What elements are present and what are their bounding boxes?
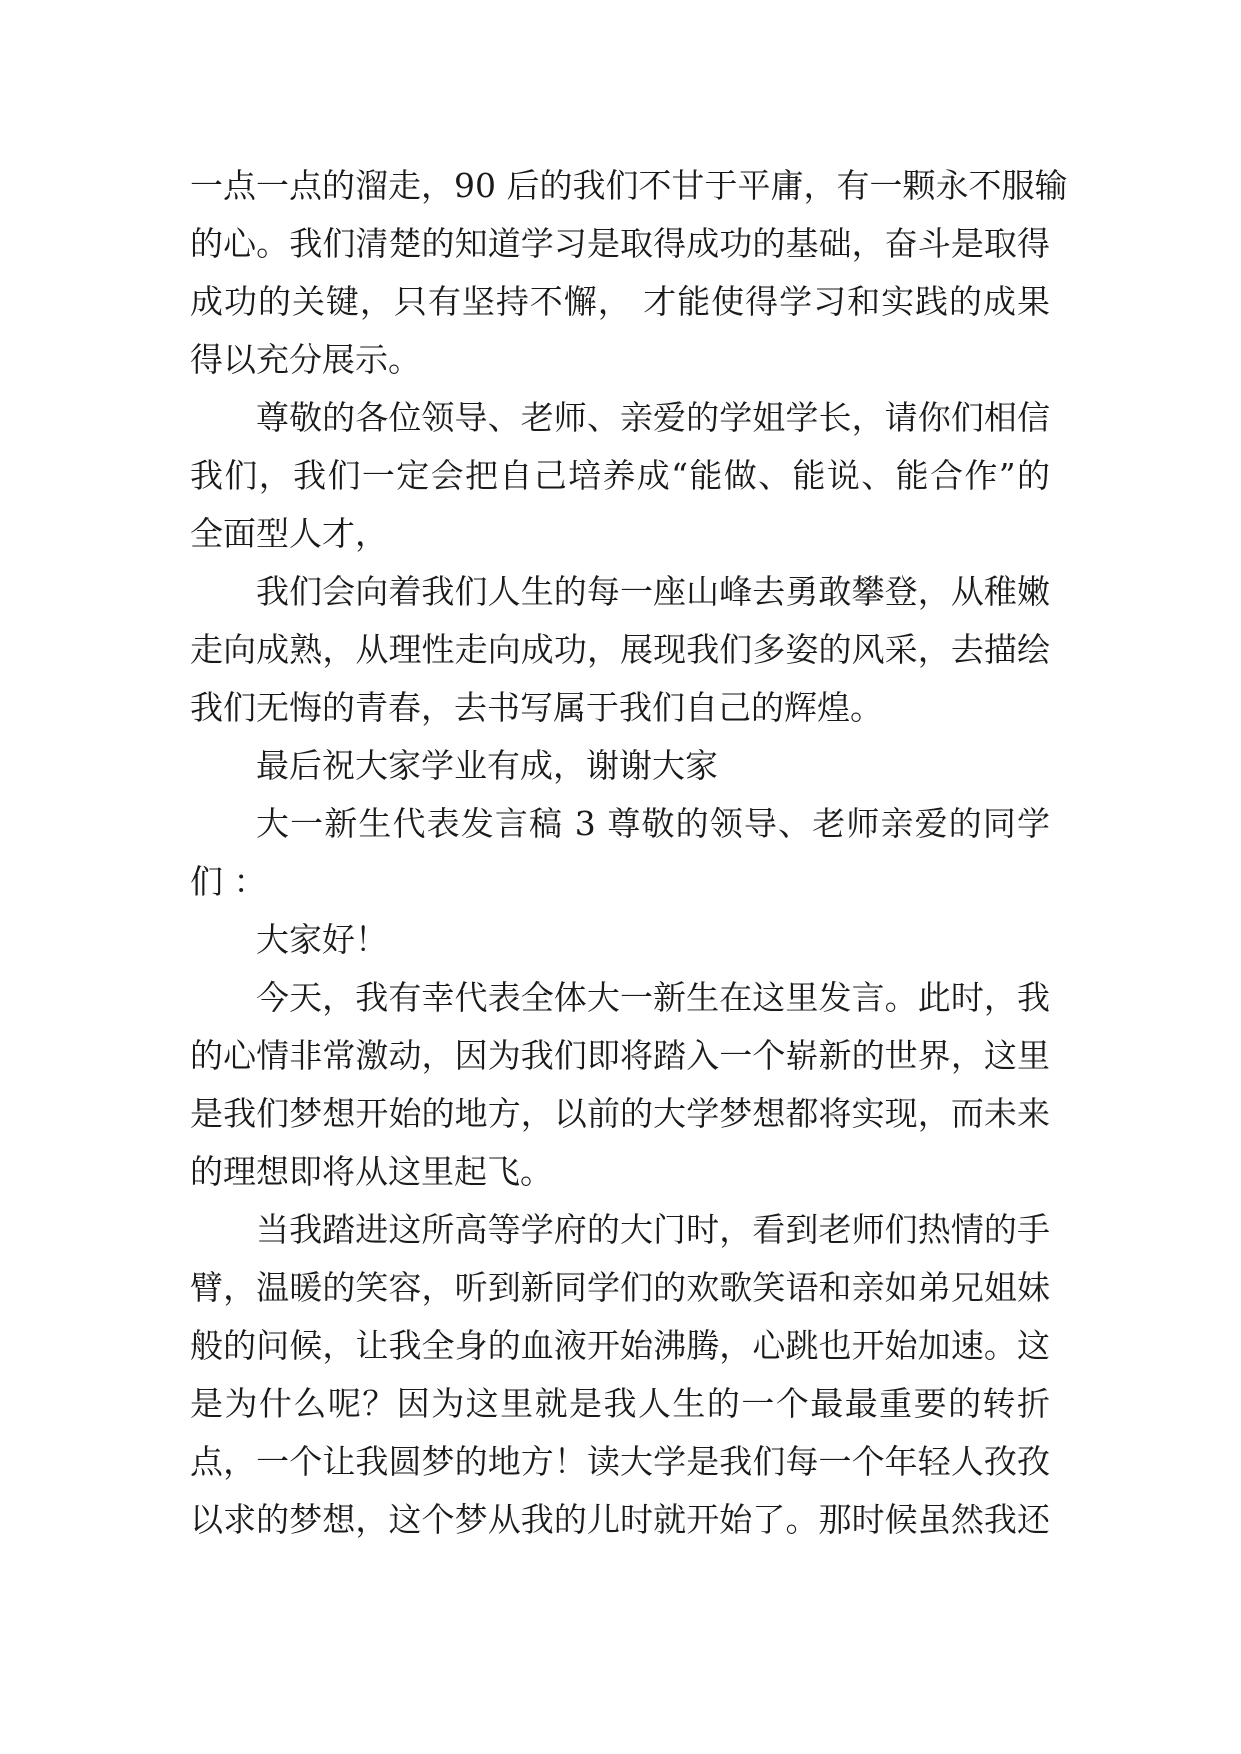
paragraph-first-line: 今天，我有幸代表全体大一新生在这里发言。此时，我 xyxy=(256,978,1050,1017)
body-text-line: 般的问候，让我全身的血液开始沸腾，心跳也开始加速。这 xyxy=(190,1326,1050,1365)
body-text-line: 得以充分展示。 xyxy=(190,340,421,379)
body-text-line: 走向成熟，从理性走向成功，展现我们多姿的风采，去描绘 xyxy=(190,630,1050,669)
body-text-line: 一点一点的溜走，90 后的我们不甘于平庸，有一颗永不服输 xyxy=(190,166,1068,205)
body-text-line: 以求的梦想，这个梦从我的儿时就开始了。那时候虽然我还 xyxy=(190,1500,1050,1539)
paragraph-first-line: 我们会向着我们人生的每一座山峰去勇敢攀登，从稚嫩 xyxy=(256,572,1050,611)
body-text-line: 点，一个让我圆梦的地方！读大学是我们每一个年轻人孜孜 xyxy=(190,1442,1050,1481)
body-text-line: 是我们梦想开始的地方，以前的大学梦想都将实现，而未来 xyxy=(190,1094,1050,1133)
greeting-line: 大家好！ xyxy=(256,920,388,959)
speech-title-line: 大一新生代表发言稿 3 尊敬的领导、老师亲爱的同学 xyxy=(256,804,1050,843)
paragraph-first-line: 当我踏进这所高等学府的大门时，看到老师们热情的手 xyxy=(256,1210,1050,1249)
body-text-line: 我们，我们一定会把自己培养成“能做、能说、能合作”的 xyxy=(190,456,1050,495)
body-text-line: 们 ： xyxy=(190,862,267,901)
body-text-line: 的理想即将从这里起飞。 xyxy=(190,1152,553,1191)
body-text-line: 全面型人才， xyxy=(190,514,388,553)
body-text-line: 我们无悔的青春，去书写属于我们自己的辉煌。 xyxy=(190,688,883,727)
body-text-line: 的心情非常激动，因为我们即将踏入一个崭新的世界，这里 xyxy=(190,1036,1050,1075)
body-text-line: 成功的关键，只有坚持不懈， 才能使得学习和实践的成果 xyxy=(190,282,1050,321)
body-text-line: 是为什么呢？因为这里就是我人生的一个最最重要的转折 xyxy=(190,1384,1050,1423)
paragraph-first-line: 尊敬的各位领导、老师、亲爱的学姐学长，请你们相信 xyxy=(256,398,1050,437)
body-text-line: 的心。我们清楚的知道学习是取得成功的基础，奋斗是取得 xyxy=(190,224,1050,263)
body-text-line: 臂，温暖的笑容，听到新同学们的欢歌笑语和亲如弟兄姐妹 xyxy=(190,1268,1050,1307)
paragraph-first-line: 最后祝大家学业有成，谢谢大家 xyxy=(256,746,718,785)
